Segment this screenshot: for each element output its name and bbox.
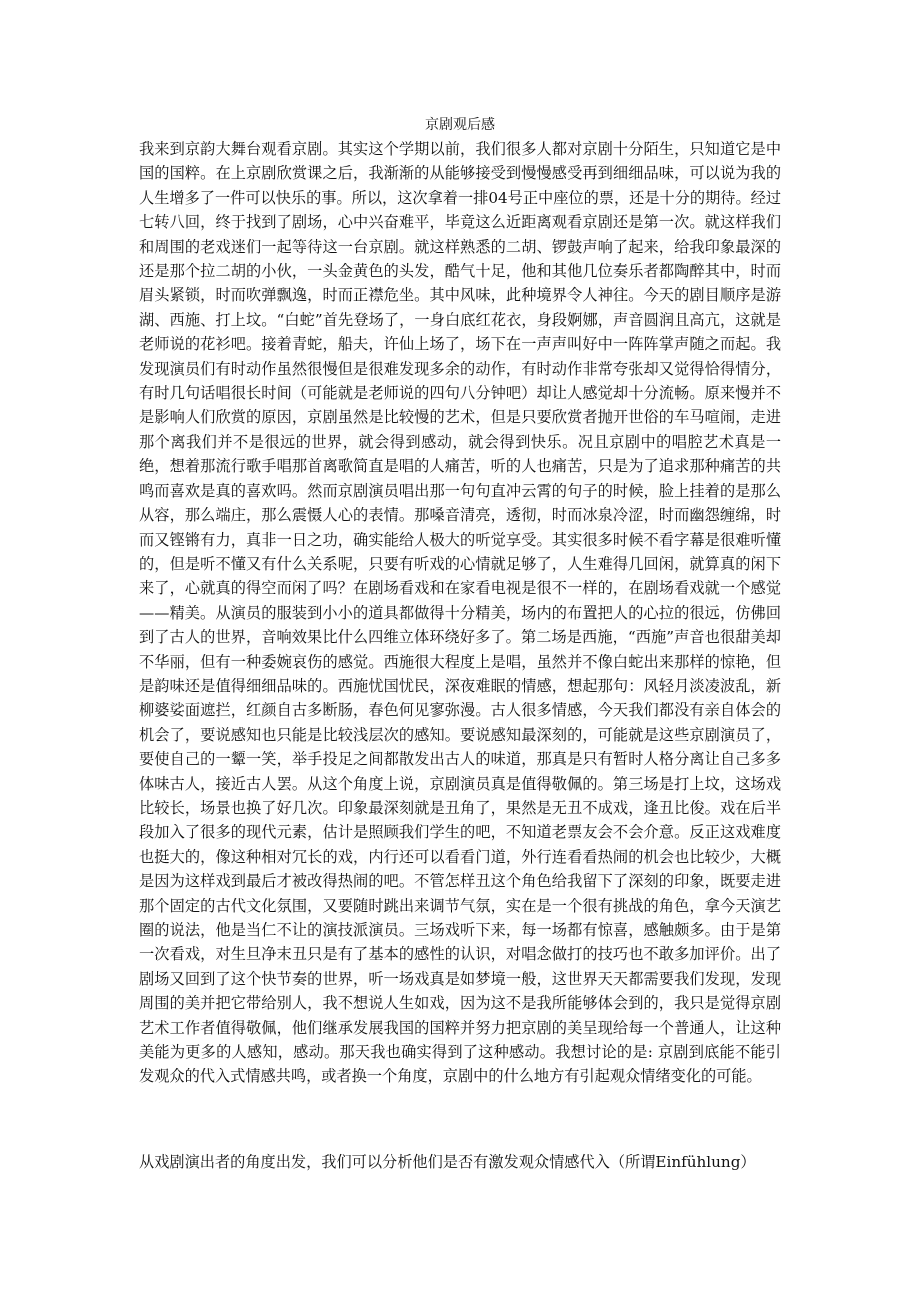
document-title: 京剧观后感: [425, 117, 495, 133]
body-paragraph: 我来到京韵大舞台观看京剧。其实这个学期以前，我们很多人都对京剧十分陌生，只知道它是中国的国粹。在上京剧欣赏课之后，我渐渐的从能够接受到慢慢感受再到细细品味，可以说为我的人生增多了一件可以快乐的事。所以，这次拿着一排04号正中座位的票，还是十分的期待。经过七转八回，终于找到了剧场，心中兴奋难平，毕竟这么近距离观看京剧还是第一次。就这样我们和周围的老戏迷们一起等待这一台京剧。就这样熟悉的二胡、锣鼓声响了起来，给我印象最深的还是那个拉二胡的小伙，一头金黄色的头发，酷气十足，他和其他几位奏乐者都陶醉其中，时而眉头紧锁，时而吹弹飘逸，时而正襟危坐。其中风味，此种境界令人神往。今天的剧目顺序是游湖、西施、打上坟。“白蛇”首先登场了，一身白底红花衣，身段婀娜，声音圆润且高亢，这就是老师说的花衫吧。接着青蛇，船夫，许仙上场了，场下在一声声叫好中一阵阵掌声随之而起。我发现演员们有时动作虽然很慢但是很难发现多余的动作，有时动作非常夸张却又觉得恰得情分，有时几句话唱很长时间（可能就是老师说的四句八分钟吧）却让人感觉却十分流畅。原来慢并不是影响人们欣赏的原因，京剧虽然是比较慢的艺术，但是只要欣赏者抛开世俗的车马喧闹，走进那个离我们并不是很远的世界，就会得到感动，就会得到快乐。况且京剧中的唱腔艺术真是一绝，想着那流行歌手唱那首离歌简直是唱的人痛苦，听的人也痛苦，只是为了追求那种痛苦的共鸣而喜欢是真的喜欢吗。然而京剧演员唱出那一句句直冲云霄的句子的时候，脸上挂着的是那么从容，那么端庄，那么震慑人心的表情。那嗓音清亮，透彻，时而冰泉冷涩，时而幽怨缠绵，时而又铿锵有力，真非一日之功，确实能给人极大的听觉享受。其实很多时候不看字幕是很难听懂的，但是听不懂又有什么关系呢，只要有听戏的心情就足够了，人生难得几回闲，就算真的闲下来了，心就真的得空而闲了吗？在剧场看戏和在家看电视是很不一样的，在剧场看戏就一个感觉——精美。从演员的服装到小小的道具都做得十分精美，场内的布置把人的心拉的很远，仿佛回到了古人的世界，音响效果比什么四维立体环绕好多了。第二场是西施，“西施”声音也很甜美却不华丽，但有一种委婉哀伤的感觉。西施很大程度上是唱，虽然并不像白蛇出来那样的惊艳，但是韵味还是值得细细品味的。西施忧国忧民，深夜难眠的情感，想起那句：风轻月淡凌波乱，新柳婆娑面遮拦，红颜自古多断肠，春色何见寥弥漫。古人很多情感，今天我们都没有亲自体会的机会了，要说感知也只能是比较浅层次的感知。要说感知最深刻的，可能就是这些京剧演员了，要使自己的一颦一笑，举手投足之间都散发出古人的味道，那真是只有暂时人格分离让自己多多体味古人，接近古人罢。从这个角度上说，京剧演员真是值得敬佩的。第三场是打上坟，这场戏比较长，场景也换了好几次。印象最深刻就是丑角了，果然是无丑不成戏，逢丑比俊。戏在后半段加入了很多的现代元素，估计是照顾我们学生的吧，不知道老票友会不会介意。反正这戏难度也挺大的，像这种相对冗长的戏，内行还可以看看门道，外行连看看热闹的机会也比较少，大概是因为这样戏到最后才被改得热闹的吧。不管怎样丑这个角色给我留下了深刻的印象，既要走进那个固定的古代文化氛围，又要随时跳出来调节气氛，实在是一个很有挑战的角色，拿今天演艺圈的说法，他是当仁不让的演技派演员。三场戏听下来，每一场都有惊喜，感触颇多。由于是第一次看戏，对生旦净末丑只是有了基本的感性的认识，对唱念做打的技巧也不敢多加评价。出了剧场又回到了这个快节奏的世界，听一场戏真是如梦境一般，这世界天天都需要我们发现，发现周围的美并把它带给别人，我不想说人生如戏，因为这不是我所能够体会到的，我只是觉得京剧艺术工作者值得敬佩，他们继承发展我国的国粹并努力把京剧的美呈现给每一个普通人，让这种美能为更多的人感知，感动。那天我也确实得到了这种感动。我想讨论的是: 京剧到底能不能引发观众的代入式情感共鸣，或者换一个角度，京剧中的什么地方有引起观众情绪变化的可能。: [139, 140, 782, 1086]
body-paragraph-2: 从戏剧演出者的角度出发，我们可以分析他们是否有激发观众情感代入（所谓Einfühlung）: [139, 1153, 756, 1171]
